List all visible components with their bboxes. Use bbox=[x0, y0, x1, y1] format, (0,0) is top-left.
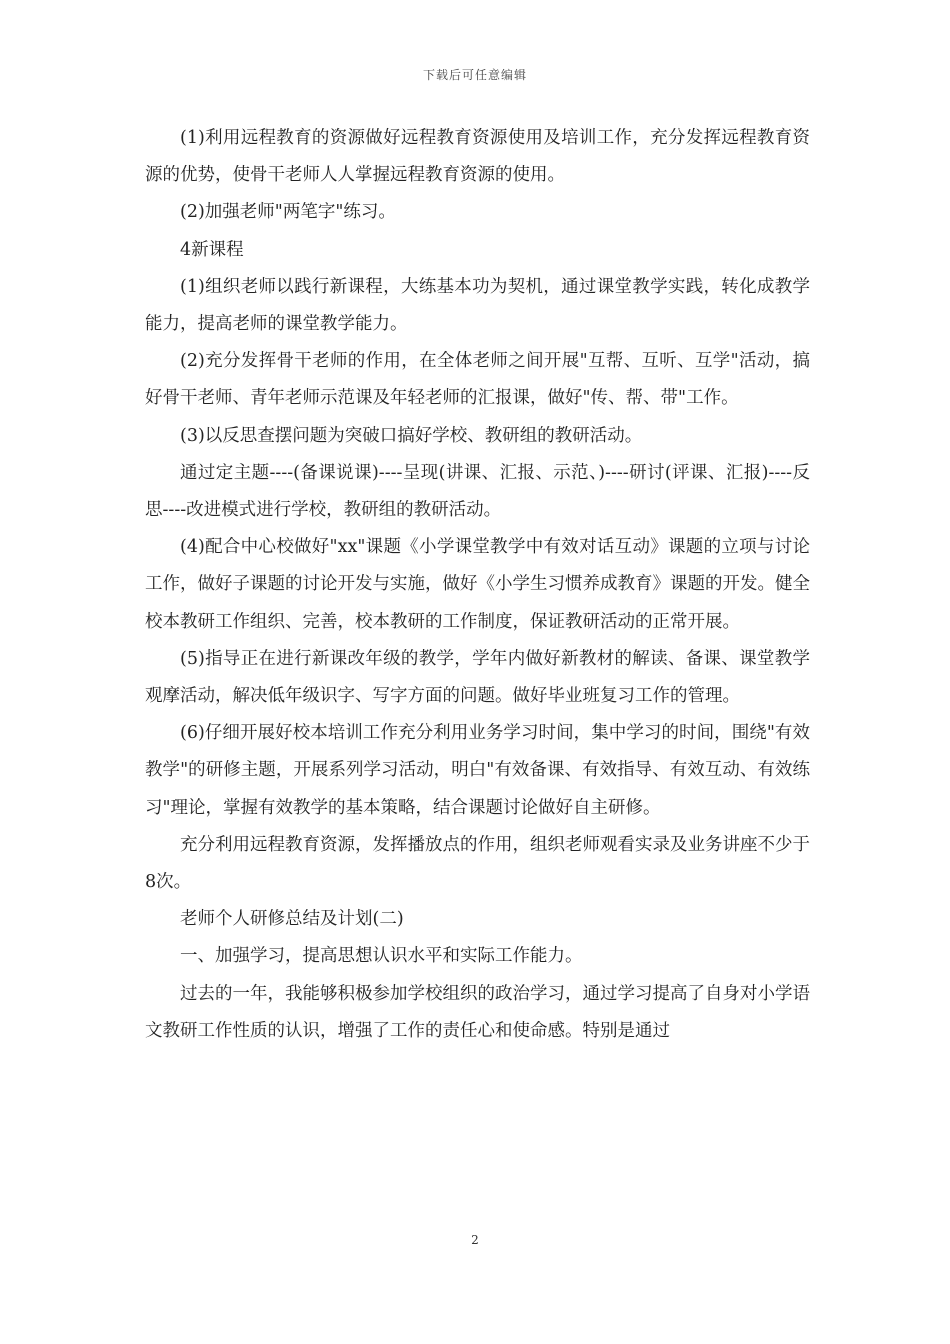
paragraph: 充分利用远程教育资源，发挥播放点的作用，组织老师观看实录及业务讲座不少于8次。 bbox=[145, 834, 810, 893]
section-heading: 4新课程 bbox=[180, 239, 244, 260]
paragraph: (3)以反思查摆问题为突破口搞好学校、教研组的教研活动。 bbox=[180, 425, 643, 446]
paragraph: (5)指导正在进行新课改年级的教学，学年内做好新教材的解读、备课、课堂教学观摩活动，解决低年级识字、写字方面的问题。做好毕业班复习工作的管理。 bbox=[145, 648, 810, 707]
section-title: 老师个人研修总结及计划(二) bbox=[180, 909, 404, 930]
paragraph: (6)仔细开展好校本培训工作充分利用业务学习时间，集中学习的时间，围绕"有效教学"的研修主题，开展系列学习活动，明白"有效备课、有效指导、有效互动、有效练习"理论，掌握有效教学的基本策略，结合课题讨论做好自主研修。 bbox=[145, 723, 810, 818]
paragraph: (1)利用远程教育的资源做好远程教育资源使用及培训工作，充分发挥远程教育资源的优势，使骨干老师人人掌握远程教育资源的使用。 bbox=[145, 128, 810, 186]
paragraph: 通过定主题----(备课说课)----呈现(讲课、汇报、示范、)----研讨(评课、汇报)----反思----改进模式进行学校，教研组的教研活动。 bbox=[145, 462, 810, 521]
paragraph: 过去的一年，我能够积极参加学校组织的政治学习，通过学习提高了自身对小学语文教研工作性质的认识，增强了工作的责任心和使命感。特别是通过 bbox=[145, 983, 810, 1041]
paragraph: (2)加强老师"两笔字"练习。 bbox=[180, 202, 396, 223]
document-body bbox=[145, 120, 810, 1050]
paragraph: (4)配合中心校做好"xx"课题《小学课堂教学中有效对话互动》课题的立项与讨论工作，做好子课题的讨论开发与实施，做好《小学生习惯养成教育》课题的开发。健全校本教研工作组织、完善，校本教研的工作制度，保证教研活动的正常开展。 bbox=[145, 537, 810, 632]
section-heading: 一、加强学习，提高思想认识水平和实际工作能力。 bbox=[180, 946, 583, 967]
paragraph: (1)组织老师以践行新课程，大练基本功为契机，通过课堂教学实践，转化成教学能力，提高老师的课堂教学能力。 bbox=[145, 276, 810, 335]
page-number: 2 bbox=[471, 1233, 479, 1247]
paragraph: (2)充分发挥骨干老师的作用，在全体老师之间开展"互帮、互听、互学"活动，搞好骨干老师、青年老师示范课及年轻老师的汇报课，做好"传、帮、带"工作。 bbox=[145, 351, 810, 409]
page-header: 下载后可任意编辑 bbox=[422, 68, 527, 82]
